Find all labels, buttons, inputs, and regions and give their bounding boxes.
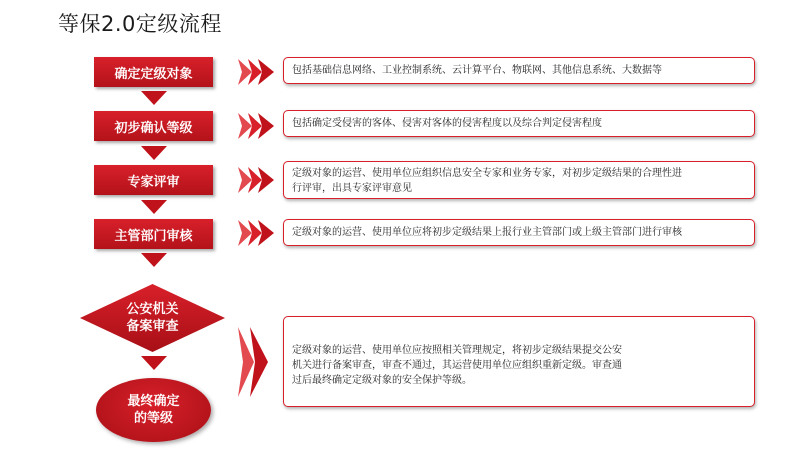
double-arrow-icon — [238, 167, 276, 193]
desc-line: 定级对象的运营、使用单位应按照相关管理规定，将初步定级结果提交公安 — [292, 345, 622, 356]
desc-line: 定级对象的运营、使用单位应组织信息安全专家和业务专家，对初步定级结果的合理性进 — [292, 168, 682, 179]
double-arrow-icon — [238, 220, 276, 246]
desc-line: 包括确定受侵害的客体、侵害对客体的侵害程度以及综合判定侵害程度 — [292, 118, 602, 129]
diamond-label — [79, 283, 226, 353]
double-arrow-icon — [238, 113, 276, 139]
double-arrow-icon — [238, 59, 276, 85]
desc-line: 机关进行备案审查，审查不通过，其运营使用单位应组织重新定级。审查通 — [292, 360, 622, 371]
step-desc-box — [283, 57, 755, 84]
desc-line: 过后最终确定定级对象的安全保护等级。 — [292, 375, 472, 386]
step-desc-box — [283, 161, 755, 199]
final-line: 的等级 — [133, 411, 173, 426]
step-expert-review: 专家评审 — [94, 165, 213, 195]
step-authority-audit: 主管部门审核 — [94, 219, 213, 249]
step-determine-object: 确定定级对象 — [94, 57, 213, 87]
final-desc-box — [283, 316, 755, 407]
down-arrow-icon — [141, 91, 167, 105]
down-arrow-icon — [141, 356, 167, 370]
diamond-line: 公安机关 — [126, 302, 179, 317]
diamond-line: 备案审查 — [126, 319, 179, 334]
down-arrow-icon — [141, 200, 167, 214]
down-arrow-icon — [141, 253, 167, 267]
desc-line: 包括基础信息网络、工业控制系统、云计算平台、物联网、其他信息系统、大数据等 — [292, 65, 662, 76]
step-desc-box — [283, 110, 755, 137]
final-grade-ellipse — [96, 378, 211, 442]
step-desc-box — [283, 219, 755, 246]
desc-line: 行评审，出具专家评审意见 — [292, 183, 412, 194]
final-line: 最终确定 — [127, 394, 180, 409]
down-arrow-icon — [141, 146, 167, 160]
desc-line: 定级对象的运营、使用单位应将初步定级结果上报行业主管部门或上级主管部门进行审核 — [292, 227, 682, 238]
page-title: 等保2.0定级流程 — [58, 12, 222, 36]
step-initial-grade: 初步确认等级 — [94, 111, 213, 141]
double-arrow-icon — [238, 327, 276, 397]
